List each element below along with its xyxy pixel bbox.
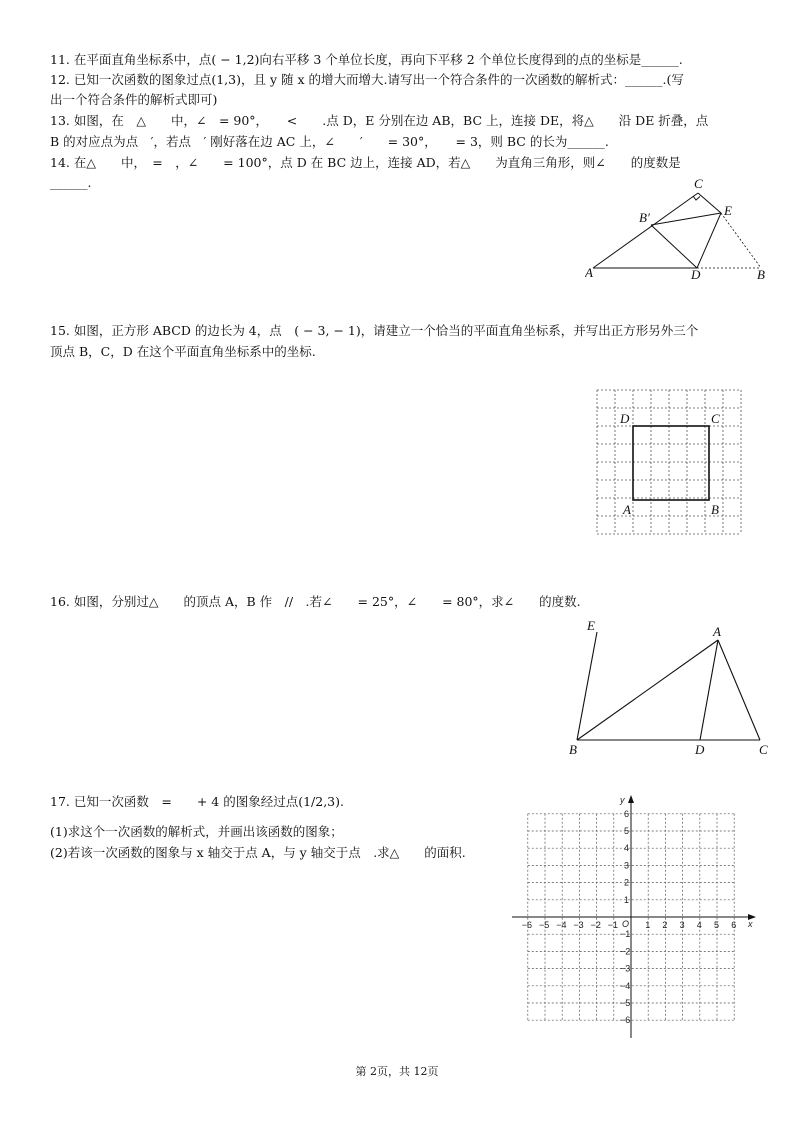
fig13-label-bprime: B′ (639, 210, 650, 225)
fig13-label-b: B (757, 267, 765, 282)
fig17-x-tick-label: −3 (573, 920, 584, 930)
fig15-square-abcd (633, 426, 709, 500)
question-12-line2: 出一个符合条件的解析式即可) (50, 92, 218, 107)
fig16-label-c: C (759, 742, 768, 755)
fig17-x-tick-label: 4 (696, 920, 702, 930)
fig15-label-b: B (711, 502, 719, 517)
fig15-label-c: C (711, 411, 720, 426)
question-11: 11. 在平面直角坐标系中，点( − 1,2)向右平移 3 个单位长度，再向下平移 2 个单位长度得到的点的坐标是______. (50, 52, 683, 67)
question-15-line2: 顶点 B，C，D 在这个平面直角坐标系中的坐标. (50, 344, 316, 359)
fig17-y-label: y (620, 795, 625, 805)
question-14-line1: 14. 在△ 中， = ，∠ = 100°，点 D 在 BC 边上，连接 AD，若△ 为直角三角形，则∠ 的度数是 (50, 155, 681, 170)
fig15-label-d: D (620, 411, 630, 426)
fig17-x-tick-label: −1 (607, 920, 619, 930)
fig16-segment-ba (577, 640, 718, 740)
figure-q13 (585, 175, 770, 285)
fig13-right-angle-mark (693, 196, 700, 200)
fig17-x-tick-label: 5 (714, 920, 720, 930)
fig17-y-tick-label: −2 (620, 946, 631, 957)
fig13-dashed-eb (721, 213, 761, 268)
question-15-line1: 15. 如图，正方形 ABCD 的边长为 4，点 ( − 3, − 1)，请建立一个恰当的平面直角坐标系，并写出正方形另外三个 (50, 323, 699, 338)
figure-q15 (595, 388, 745, 538)
question-16: 16. 如图，分别过△ 的顶点 A，B 作 // .若∠ = 25°，∠ = 80°，求∠ 的度数. (50, 594, 581, 609)
fig16-label-d: D (695, 742, 705, 755)
fig15-label-a: A (623, 502, 631, 517)
fig16-segment-ac (718, 640, 760, 740)
question-13-line1: 13. 如图，在 △ 中，∠ = 90°， < .点 D，E 分别在边 AB，BC 上，连接 DE，将△ 沿 DE 折叠，点 (50, 113, 709, 128)
fig17-y-tick-label: 1 (624, 894, 630, 905)
fig13-segment-ce (698, 193, 721, 213)
fig13-label-a: A (585, 265, 593, 280)
fig17-x-tick-label: 1 (645, 920, 651, 930)
fig17-y-tick-label: −3 (620, 963, 631, 974)
fig17-x-tick-label: −5 (539, 920, 550, 930)
fig17-x-tick-label: 3 (679, 920, 685, 930)
fig17-y-tick-label: 3 (624, 860, 630, 871)
question-17-line1: 17. 已知一次函数 = + 4 的图象经过点(1/2,3). (50, 794, 344, 809)
figure-q17-coordinate-grid (510, 790, 760, 1040)
fig17-y-tick-label: 2 (624, 877, 630, 888)
question-14-line2: ______. (50, 175, 92, 190)
fig16-label-b: B (569, 742, 577, 755)
page-footer: 第 2页，共 12页 (355, 1065, 439, 1078)
fig17-x-tick-label: 2 (662, 920, 668, 930)
fig13-segment-ed (697, 213, 721, 268)
question-12-line1: 12. 已知一次函数的图象过点(1,3)，且 y 随 x 的增大而增大.请写出一个符合条件的一次函数的解析式：______.(写 (50, 72, 684, 87)
fig13-label-d: D (691, 267, 701, 282)
fig16-segment-be (577, 632, 597, 740)
fig13-segment-bpd (651, 225, 697, 268)
fig17-origin-label: O (622, 919, 630, 929)
fig17-y-tick-label: −6 (620, 1015, 631, 1026)
fig16-label-e: E (587, 618, 595, 633)
fig17-y-tick-label: 5 (624, 826, 630, 836)
fig13-label-c: C (694, 176, 703, 191)
fig13-segment-ac (593, 193, 698, 268)
fig16-segment-ad (700, 640, 718, 740)
question-17-part2: (2)若该一次函数的图象与 x 轴交于点 A，与 y 轴交于点 .求△ 的面积. (50, 845, 466, 860)
fig17-x-tick-label: −6 (521, 920, 533, 930)
fig17-y-arrow (628, 795, 634, 803)
fig17-y-tick-label: −4 (620, 980, 631, 991)
fig17-x-tick-label: 6 (731, 920, 737, 930)
figure-q16 (565, 615, 780, 755)
fig17-x-label: x (748, 919, 753, 929)
question-13-line2: B 的对应点为点 ′，若点 ′ 刚好落在边 AC 上，∠ ′ = 30°， = 3，则 BC 的长为______. (50, 134, 609, 149)
fig17-x-tick-label: −4 (556, 920, 567, 930)
fig17-y-tick-label: −5 (620, 998, 631, 1008)
fig17-x-tick-label: −2 (590, 920, 601, 930)
fig17-y-tick-label: 6 (624, 808, 630, 819)
fig13-label-e: E (724, 203, 732, 218)
question-17-part1: (1)求这个一次函数的解析式，并画出该函数的图象； (50, 824, 343, 839)
fig17-y-tick-label: 4 (624, 843, 630, 854)
fig17-y-tick-label: −1 (620, 929, 631, 940)
fig16-label-a: A (713, 624, 721, 639)
